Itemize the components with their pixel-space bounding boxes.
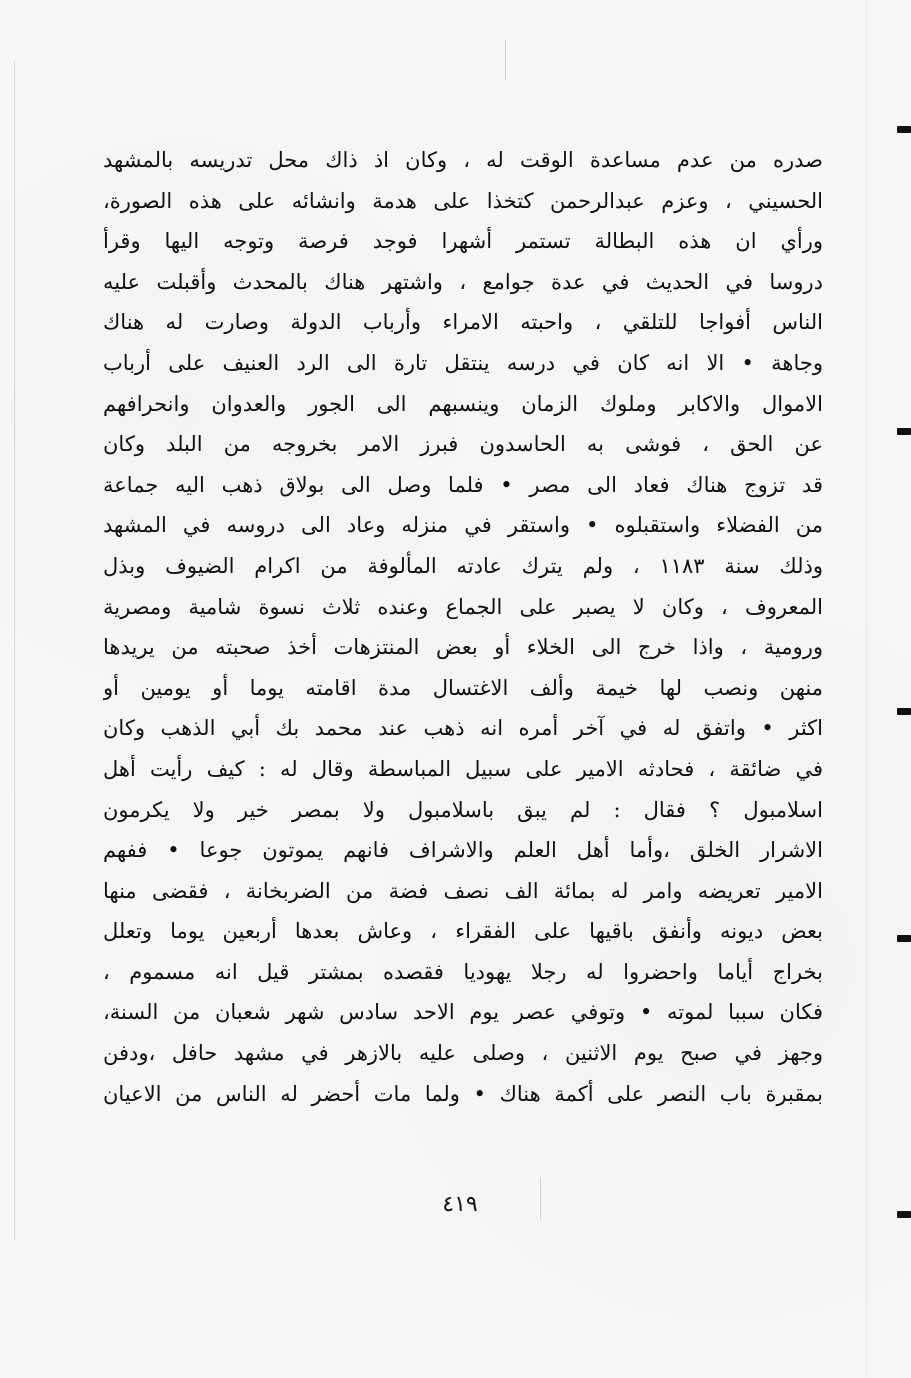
binding-mark: [897, 428, 911, 435]
text-line: وجاهة • الا انه كان في درسه ينتقل تارة الى الرد العنيف على أرباب: [103, 350, 823, 375]
scan-artifact-top: [505, 40, 506, 80]
text-line: ورومية ، واذا خرج الى الخلاء أو بعض المنتزهات أخذ صحبته من يريدها: [103, 635, 823, 660]
text-line: اسلامبول ؟ فقال : لم يبق باسلامبول ولا بمصر خير ولا يكرمون: [103, 797, 823, 822]
text-line: في ضائقة ، فحادثه الامير على سبيل المباسطة وقال له : كيف رأيت أهل: [103, 756, 823, 781]
text-line: فكان سببا لموته • وتوفي عصر يوم الاحد سادس شهر شعبان من السنة،: [103, 1000, 823, 1025]
text-line: الناس أفواجا للتلقي ، واحبته الامراء وأرباب الدولة وصارت له هناك: [103, 310, 823, 335]
page-number: ٤١٩: [442, 1192, 478, 1217]
body-text: [103, 140, 823, 1114]
text-line: الاموال والاكابر وملوك الزمان وينسبهم الى الجور والعدوان وانحرافهم: [103, 391, 823, 416]
text-line: قد تزوج هناك فعاد الى مصر • فلما وصل الى بولاق ذهب اليه جماعة: [103, 472, 823, 497]
binding-mark: [897, 126, 911, 133]
scan-artifact-bottom: [540, 1178, 541, 1220]
text-line: الحسيني ، وعزم عبدالرحمن كتخذا على هدمة وانشائه على هذه الصورة،: [103, 188, 823, 213]
scan-edge-line-right: [866, 0, 867, 1378]
text-line: الاشرار الخلق ،وأما أهل العلم والاشراف فانهم يموتون جوعا • ففهم: [103, 838, 823, 863]
text-line: الامير تعريضه وامر له بمائة الف نصف فضة من الضربخانة ، فقضى منها: [103, 878, 823, 903]
scan-edge-line-left: [14, 60, 15, 1240]
text-line: منهن ونصب لها خيمة وألف الاغتسال مدة اقامته يوما أو يومين أو: [103, 675, 823, 700]
binding-mark: [897, 708, 911, 715]
binding-mark: [897, 1211, 911, 1218]
text-line: اكثر • واتفق له في آخر أمره انه ذهب عند محمد بك أبي الذهب وكان: [103, 716, 823, 741]
text-line: من الفضلاء واستقبلوه • واستقر في منزله وعاد الى دروسه في المشهد: [103, 513, 823, 538]
text-line: ورأي ان هذه البطالة تستمر أشهرا فوجد فرصة وتوجه اليها وقرأ: [103, 229, 823, 254]
text-line: بعض ديونه وأنفق باقيها على الفقراء ، وعاش بعدها أربعين يوما وتعلل: [103, 919, 823, 944]
binding-mark: [897, 935, 911, 942]
text-line: دروسا في الحديث في عدة جوامع ، واشتهر هناك بالمحدث وأقبلت عليه: [103, 269, 823, 294]
text-line: المعروف ، وكان لا يصبر على الجماع وعنده ثلاث نسوة شامية ومصرية: [103, 594, 823, 619]
text-line: وذلك سنة ١١٨٣ ، ولم يترك عادته المألوفة من اكرام الضيوف وبذل: [103, 553, 823, 578]
text-line: بخراج أياما واحضروا له رجلا يهوديا فقصده بمشتر قيل انه مسموم ،: [103, 959, 823, 984]
text-line: وجهز في صبح يوم الاثنين ، وصلى عليه بالازهر في مشهد حافل ،ودفن: [103, 1041, 823, 1066]
text-line: صدره من عدم مساعدة الوقت له ، وكان اذ ذاك محل تدريسه بالمشهد: [103, 148, 823, 172]
text-line: بمقبرة باب النصر على أكمة هناك • ولما مات أحضر له الناس من الاعيان: [103, 1081, 823, 1106]
text-line: عن الحق ، فوشى به الحاسدون فبرز الامر بخروجه من البلد وكان: [103, 432, 823, 457]
